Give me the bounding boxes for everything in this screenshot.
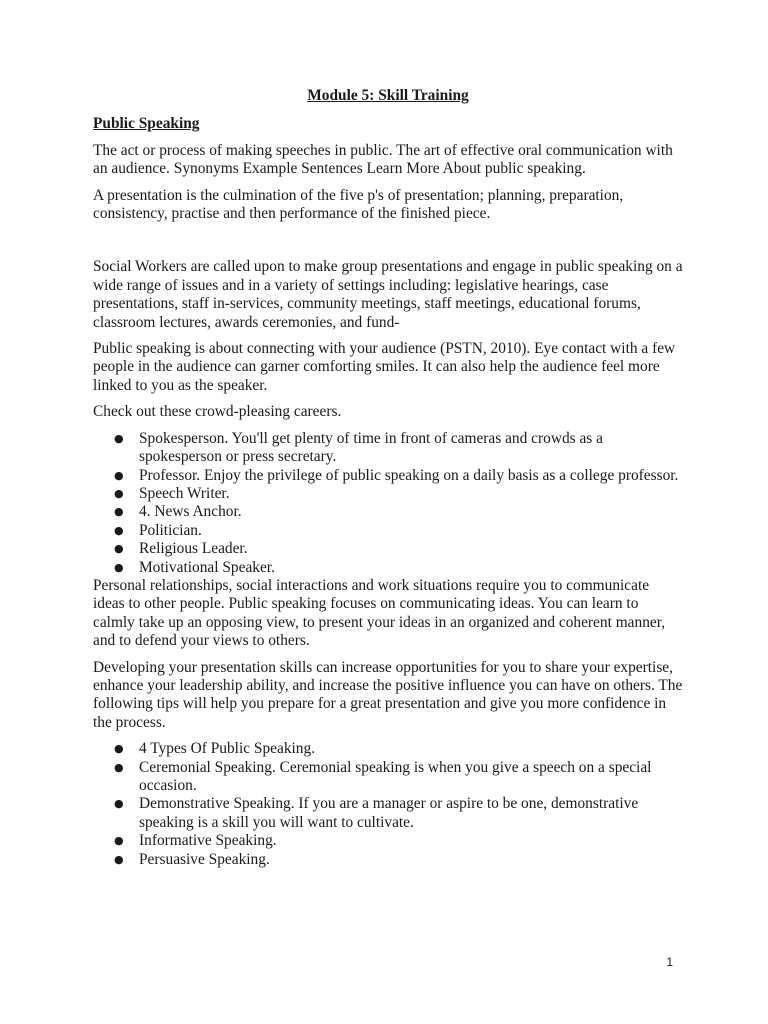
list-item-text: Demonstrative Speaking. If you are a manager or aspire to be one, demonstrative speaking is a skill you will want to cultivate.	[139, 795, 639, 831]
list-item	[93, 795, 683, 832]
bullet-icon: ●	[114, 760, 124, 774]
list-item	[93, 559, 683, 577]
paragraph-five-ps: A presentation is the culmination of the five p's of presentation; planning, preparation, consistency, practise and then performance of the finished piece.	[93, 186, 624, 223]
bullet-icon: ●	[114, 431, 124, 445]
bullet-icon: ●	[114, 797, 124, 811]
paragraph-relationships: Personal relationships, social interactions and work situations require you to communicate ideas to other people. Public speaking focuses on communicating ideas. You can learn to calmly take up an opposing view, to present your ideas in an organized and coherent manner, and to defend your views to others.	[93, 576, 666, 650]
paragraph-presentation-skills: Developing your presentation skills can increase opportunities for you to share your expertise, enhance your leadership ability, and increase the positive influence you can have on others. The following tips will help you prepare for a great presentation and give you more confidence in the process.	[93, 658, 683, 731]
bullet-icon: ●	[114, 486, 124, 500]
list-item-text: 4. News Anchor.	[139, 503, 242, 521]
list-item-text: Politician.	[139, 521, 202, 539]
paragraph-definition: The act or process of making speeches in public. The art of effective oral communication with an audience. Synonyms Example Sentences Learn More About public speaking.	[93, 141, 673, 178]
paragraph-social-workers: Social Workers are called upon to make group presentations and engage in public speaking on a wide range of issues and in a variety of settings including: legislative hearings, case presentations, staff in-services, community meetings, staff meetings, educational forums, classroom lectures, awards ceremonies, and fund-	[93, 258, 683, 331]
section-title: Public Speaking	[93, 115, 200, 133]
list-item-text: Speech Writer.	[139, 484, 230, 502]
list-item-text: Spokesperson. You'll get plenty of time in front of cameras and crowds as a spokesperson or press secretary.	[139, 429, 603, 466]
speaking-types-list	[93, 740, 683, 869]
list-item	[93, 467, 683, 485]
list-item	[93, 522, 683, 540]
bullet-icon: ●	[114, 834, 124, 848]
list-item	[93, 832, 683, 850]
module-title: Module 5: Skill Training	[307, 87, 469, 104]
bullet-icon: ●	[114, 523, 124, 537]
list-item	[93, 485, 683, 503]
list-item-text: 4 Types Of Public Speaking.	[139, 740, 316, 758]
list-item	[93, 540, 683, 558]
list-item-text: Informative Speaking.	[139, 832, 277, 850]
page-number: 1	[666, 955, 673, 969]
list-item	[93, 759, 683, 796]
bullet-icon: ●	[114, 560, 124, 574]
bullet-icon: ●	[114, 542, 124, 556]
paragraph-careers-intro: Check out these crowd-pleasing careers.	[93, 403, 342, 421]
document-body	[93, 87, 683, 869]
list-item	[93, 503, 683, 521]
list-item-text: Persuasive Speaking.	[139, 850, 270, 868]
list-item-text: Motivational Speaker.	[139, 558, 275, 576]
list-item-text: Ceremonial Speaking. Ceremonial speaking is when you give a speech on a special occasion.	[139, 758, 652, 794]
list-item-text: Religious Leader.	[139, 540, 248, 558]
careers-list	[93, 430, 683, 577]
bullet-icon: ●	[114, 852, 124, 866]
spacer	[93, 231, 683, 258]
bullet-icon: ●	[114, 468, 124, 482]
bullet-icon: ●	[114, 505, 124, 519]
list-item	[93, 851, 683, 869]
list-item	[93, 740, 683, 758]
paragraph-connecting: Public speaking is about connecting with your audience (PSTN, 2010). Eye contact with a few people in the audience can garner comforting smiles. It can also help the audience feel more linked to you as the speaker.	[93, 340, 676, 394]
list-item-text: Professor. Enjoy the privilege of public speaking on a daily basis as a college professor.	[139, 466, 679, 484]
list-item	[93, 430, 683, 467]
bullet-icon: ●	[114, 742, 124, 756]
